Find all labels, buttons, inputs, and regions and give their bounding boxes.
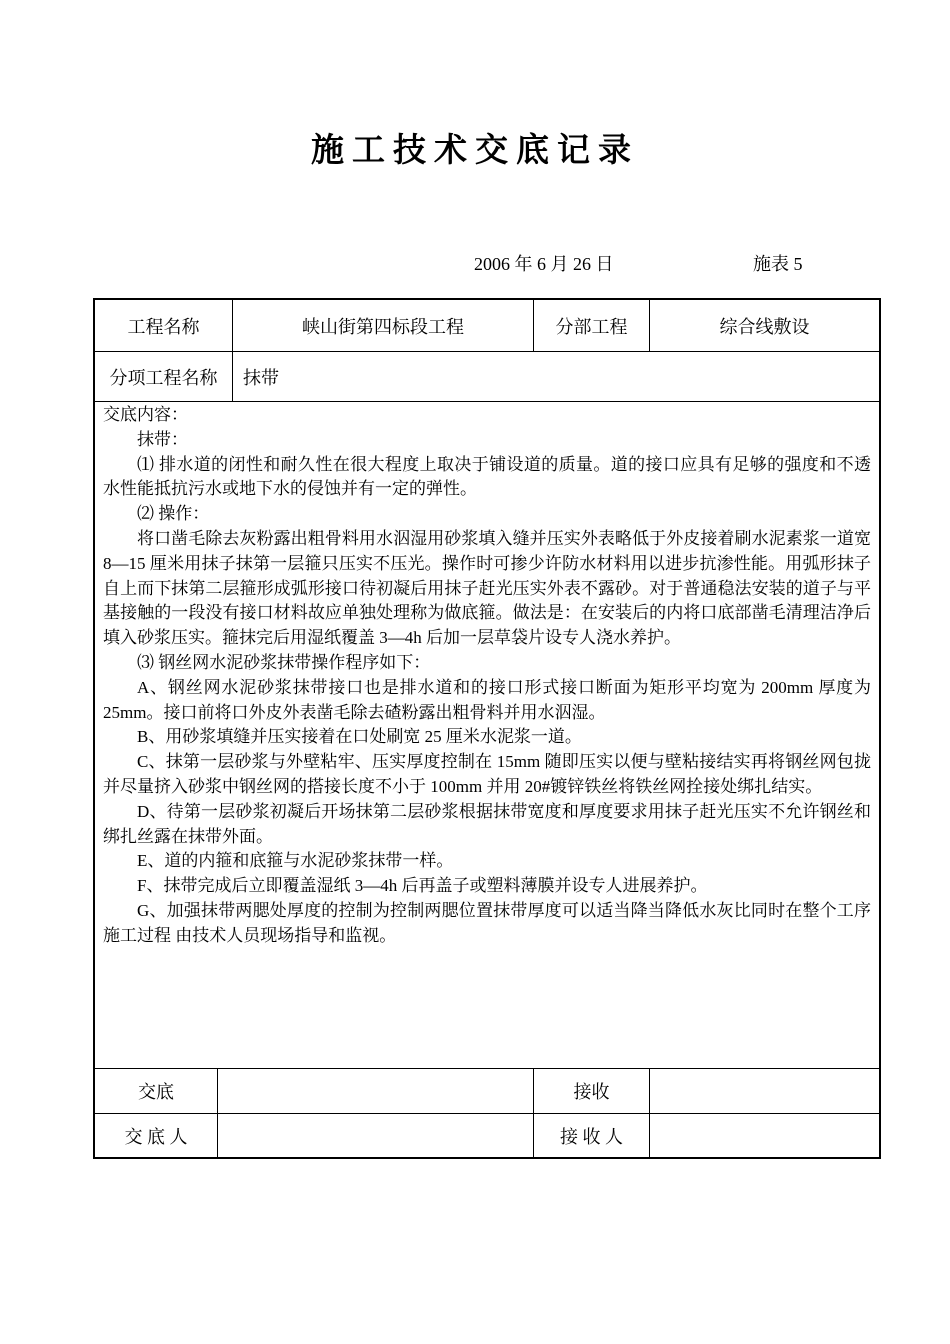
paragraph: B、用砂浆填缝并压实接着在口处刷宽 25 厘米水泥浆一道。	[137, 727, 582, 747]
content-label: 交底内容：	[103, 405, 188, 424]
paragraph: ⑴ 排水道的闭性和耐久性在很大程度上取决于铺设道的质量。道的接口应具有足够的强度和不透水性能抵抗污水或地下水的侵蚀并有一定的弹性。	[103, 454, 871, 499]
paragraph: A、钢丝网水泥砂浆抹带接口也是排水道和的接口形式接口断面为矩形平均宽为 200mm 厚度为 25mm。接口前将口外皮外表凿毛除去碴粉露出粗骨料并用水泅湿。	[103, 677, 871, 722]
paragraph: G、加强抹带两腮处厚度的控制为控制两腮位置抹带厚度可以适当降当降低水灰比同时在整个工序施工过程 由技术人员现场指导和监视。	[103, 900, 871, 945]
paragraph: ⑶ 钢丝网水泥砂浆抹带操作程序如下：	[137, 652, 431, 672]
receive-person-value	[650, 1114, 879, 1158]
paragraph: C、抹第一层砂浆与外壁粘牢、压实厚度控制在 15mm 随即压实以便与壁粘接结实再将钢丝网包拢并尽量挤入砂浆中钢丝网的搭接长度不小于 100mm 并用 20#镀锌铁丝将铁丝网拴接处绑扎结实。	[103, 752, 871, 796]
subitem-label: 分项工程名称	[109, 367, 218, 388]
form-number: 施表 5	[753, 254, 803, 274]
division-value: 综合线敷设	[719, 316, 810, 337]
division-label: 分部工程	[555, 316, 628, 337]
receive-label: 接收	[573, 1082, 610, 1102]
project-name-value: 峡山街第四标段工程	[302, 316, 464, 337]
paragraph: F、抹带完成后立即覆盖湿纸 3—4h 后再盖子或塑料薄膜并设专人进展养护。	[137, 876, 708, 896]
receive-value	[650, 1069, 879, 1113]
record-table	[93, 298, 881, 1159]
receive-person-label: 接 收 人	[560, 1127, 623, 1147]
paragraph: 将口凿毛除去灰粉露出粗骨料用水泅湿用砂浆填入缝并压实外表略低于外皮接着刷水泥素浆一道宽 8—15 厘米用抹子抹第一层箍只压实不压光。操作时可掺少许防水材料用以进步抗渗性能。用弧形抹子自上而下抹第二层箍形成弧形接口待初凝后用抹子赶光压实外表不露砂。对于普通稳法安装的道子与平基接触的一段没有接口材料故应单独处理称为做底箍。做法是：在安装后的内将口底部凿毛清理洁净后填入砂浆压实。箍抹完后用湿纸覆盖 3—4h 后加一层草袋片设专人浇水养护。	[103, 528, 871, 648]
handover-label: 交底	[138, 1082, 174, 1102]
paragraph: E、道的内箍和底箍与水泥砂浆抹带一样。	[137, 851, 454, 871]
handover-person-value	[218, 1114, 533, 1158]
document-title: 施工技术交底记录	[311, 133, 639, 169]
record-date: 2006 年 6 月 26 日	[474, 254, 614, 274]
handover-content	[103, 403, 871, 949]
subitem-value: 抹带	[243, 367, 279, 388]
row-divider	[95, 401, 879, 402]
handover-person-label: 交 底 人	[124, 1127, 188, 1147]
handover-value	[218, 1069, 533, 1113]
project-name-label: 工程名称	[127, 316, 200, 337]
content-heading: 抹带：	[137, 429, 188, 449]
paragraph: ⑵ 操作：	[137, 504, 210, 524]
paragraph: D、待第一层砂浆初凝后开场抹第二层砂浆根据抹带宽度和厚度要求用抹子赶光压实不允许钢丝和绑扎丝露在抹带外面。	[103, 801, 871, 846]
